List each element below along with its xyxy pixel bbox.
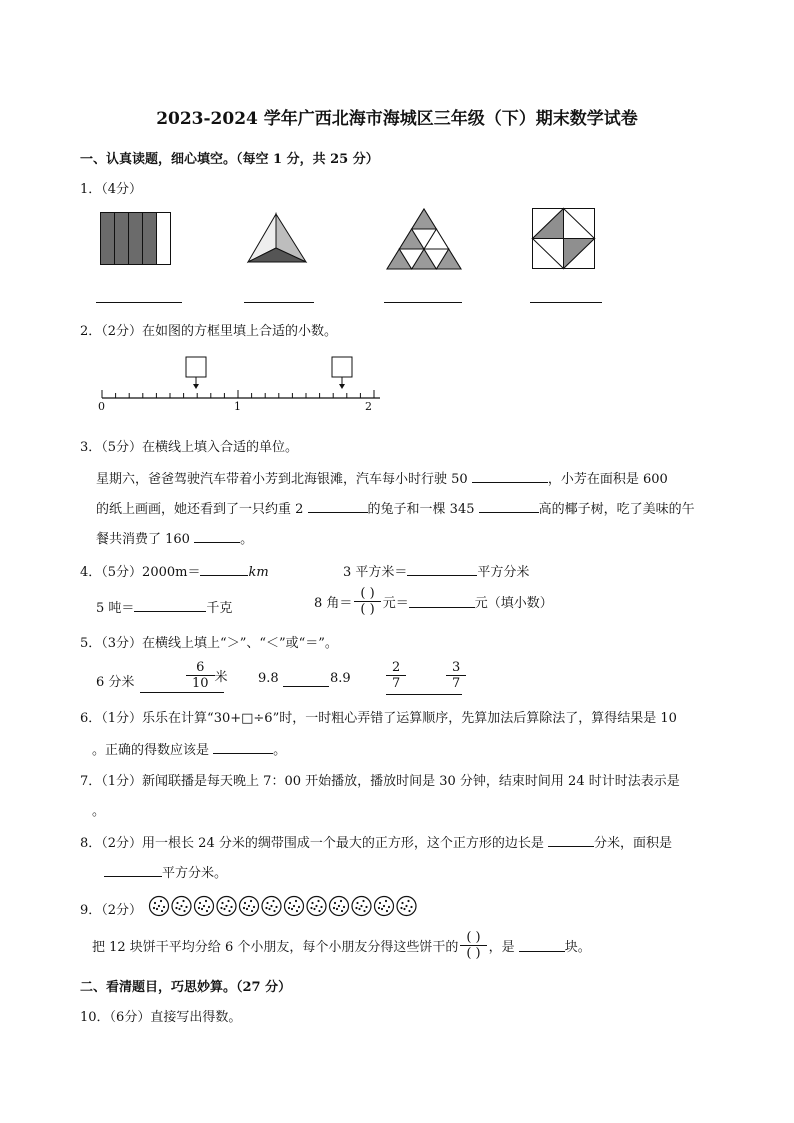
q4-unit-km: km xyxy=(248,565,269,580)
q2-tick-0: 0 xyxy=(98,400,105,413)
q4-unit-kg: 千克 xyxy=(206,601,233,616)
q5-b-unit: 米 xyxy=(214,670,228,685)
q4-unit-sqdm: 平方分米 xyxy=(477,565,530,580)
q4-yuan1: 元＝ xyxy=(382,596,409,611)
q4-yuan2: 元（填小数） xyxy=(474,596,553,611)
q3-blank-2[interactable] xyxy=(308,500,368,513)
q9-fraction[interactable] xyxy=(460,930,486,961)
q8-text-1b: 分米，面积是 xyxy=(594,836,673,851)
q3-line-2 xyxy=(96,498,695,517)
cookie-icon xyxy=(172,897,191,916)
q4-blank-sqdm[interactable] xyxy=(407,563,477,576)
q5-b-denominator: 10 xyxy=(192,676,209,691)
q4-blank-km[interactable] xyxy=(200,563,248,576)
q3-blank-4[interactable] xyxy=(194,530,240,543)
q9-blank[interactable] xyxy=(519,939,565,952)
q4-line-1b xyxy=(343,561,529,580)
section2-heading: 二、看清题目，巧思妙算。（27 分） xyxy=(80,980,292,995)
q4-line-2a xyxy=(96,597,232,616)
q4-fraction[interactable] xyxy=(354,586,380,617)
q5-a: 6 分米 xyxy=(96,675,135,690)
q8-blank-2[interactable] xyxy=(104,864,162,877)
q4-blank-yuan[interactable] xyxy=(409,595,475,608)
q6-line-2 xyxy=(92,739,286,758)
q1-figure-square xyxy=(532,208,596,270)
q1-answer-line-1[interactable] xyxy=(96,302,182,303)
q10-label: 10．（6分）直接写出得数。 xyxy=(80,1010,242,1025)
q4-blank-kg[interactable] xyxy=(134,599,206,612)
cookie-icon xyxy=(285,897,304,916)
q8-line-1 xyxy=(80,832,672,851)
q1-answer-line-4[interactable] xyxy=(530,302,602,303)
q4-ton: 5 吨＝ xyxy=(96,601,135,616)
q4-line-2b xyxy=(314,586,553,617)
q9-label: 9．（2分） xyxy=(80,903,143,918)
q5-e xyxy=(386,660,406,691)
q7-line-2: 。 xyxy=(92,804,106,819)
q5-b xyxy=(186,660,228,691)
q1-answer-line-2[interactable] xyxy=(244,302,314,303)
cookie-icon xyxy=(397,897,416,916)
q5-blank-3[interactable] xyxy=(386,694,462,695)
q9-cookies xyxy=(148,895,420,917)
q6-blank[interactable] xyxy=(213,741,273,754)
cookie-icon xyxy=(262,897,281,916)
cookie-icon xyxy=(240,897,259,916)
q1-figure-triangle-grid xyxy=(386,208,462,270)
q5-blank-2[interactable] xyxy=(283,686,329,687)
q5-f-numerator: 3 xyxy=(446,660,466,676)
q6-line-1: 6．（1分）乐乐在计算“30+□÷6”时，一时粗心弄错了运算顺序，先算加法后算除法了，算得结果是 10 xyxy=(80,711,677,726)
q1-figure-rectangle xyxy=(100,212,172,266)
q9-text-2c: 块。 xyxy=(564,940,591,955)
q5-b-numerator: 6 xyxy=(186,660,215,676)
q5-blank-1[interactable] xyxy=(140,692,224,693)
q8-text-1a: 8．（2分）用一根长 24 分米的绸带围成一个最大的正方形，这个正方形的边长是 xyxy=(80,836,544,851)
q3-text-1a: 星期六，爸爸驾驶汽车带着小芳到北海银滩，汽车每小时行驶 50 xyxy=(96,472,468,487)
q1-label: 1．（4分） xyxy=(80,182,143,197)
q4-jiao: 8 角＝ xyxy=(314,596,353,611)
q5-e-numerator: 2 xyxy=(386,660,406,676)
q9-fraction-denominator[interactable]: ( ) xyxy=(466,946,481,961)
q4-fraction-denominator[interactable]: ( ) xyxy=(360,602,375,617)
q7-line-1: 7．（1分）新闻联播是每天晚上 7：00 开始播放，播放时间是 30 分钟，结束时间用 24 时计时法表示是 xyxy=(80,774,680,789)
q3-text-3b: 。 xyxy=(240,532,254,547)
q3-line-1 xyxy=(96,468,668,487)
q2-tick-2: 2 xyxy=(365,400,372,413)
q2-number-line xyxy=(98,356,388,418)
cookie-icon xyxy=(307,897,326,916)
q4-line-1a xyxy=(80,561,269,580)
q4-sqm: 3 平方米＝ xyxy=(343,565,408,580)
cookie-icon xyxy=(352,897,371,916)
q5-f-denominator: 7 xyxy=(452,676,461,691)
q9-fraction-numerator[interactable]: ( ) xyxy=(460,930,486,946)
q2-tick-1: 1 xyxy=(234,400,241,413)
q3-label: 3．（5分）在横线上填入合适的单位。 xyxy=(80,440,299,455)
q9-text-2b: ，是 xyxy=(488,940,515,955)
cookie-icon xyxy=(330,897,349,916)
cookie-icon xyxy=(150,897,169,916)
q3-blank-1[interactable] xyxy=(472,470,548,483)
q3-text-3a: 餐共消费了 160 xyxy=(96,532,190,547)
cookie-icon xyxy=(217,897,236,916)
cookie-icon xyxy=(375,897,394,916)
q3-text-1b: ，小芳在面积是 600 xyxy=(547,472,668,487)
q5-c: 9.8 xyxy=(258,671,279,686)
q6-text-2a: 。正确的得数应该是 xyxy=(92,743,210,758)
q2-label: 2．（2分）在如图的方框里填上合适的小数。 xyxy=(80,324,338,339)
q9-text-2a: 把 12 块饼干平均分给 6 个小朋友，每个小朋友分得这些饼干的 xyxy=(92,940,459,955)
q3-text-2a: 的纸上画画，她还看到了一只约重 2 xyxy=(96,502,304,517)
q5-label: 5．（3分）在横线上填上“＞”、“＜”或“＝”。 xyxy=(80,636,338,651)
q1-figure-triangle xyxy=(246,212,308,266)
q5-e-denominator: 7 xyxy=(392,676,401,691)
cookie-icon xyxy=(195,897,214,916)
q3-blank-3[interactable] xyxy=(479,500,539,513)
section1-heading: 一、认真读题，细心填空。（每空 1 分，共 25 分） xyxy=(80,152,379,167)
q8-blank-1[interactable] xyxy=(548,834,594,847)
q9-line-2 xyxy=(92,930,591,961)
q6-text-2b: 。 xyxy=(273,743,287,758)
q3-line-3 xyxy=(96,528,253,547)
q4-fraction-numerator[interactable]: ( ) xyxy=(354,586,380,602)
q5-f xyxy=(446,660,466,691)
q3-text-2c: 高的椰子树，吃了美味的午 xyxy=(538,502,695,517)
q4-label: 4．（5分）2000m＝ xyxy=(80,565,201,580)
q1-answer-line-3[interactable] xyxy=(384,302,462,303)
page-title: 2023-2024 学年广西北海市海城区三年级（下）期末数学试卷 xyxy=(156,109,638,129)
q3-text-2b: 的兔子和一棵 345 xyxy=(367,502,475,517)
q5-d: 8.9 xyxy=(330,671,351,686)
q8-text-2: 平方分米。 xyxy=(162,866,228,881)
q8-line-2 xyxy=(104,862,227,881)
